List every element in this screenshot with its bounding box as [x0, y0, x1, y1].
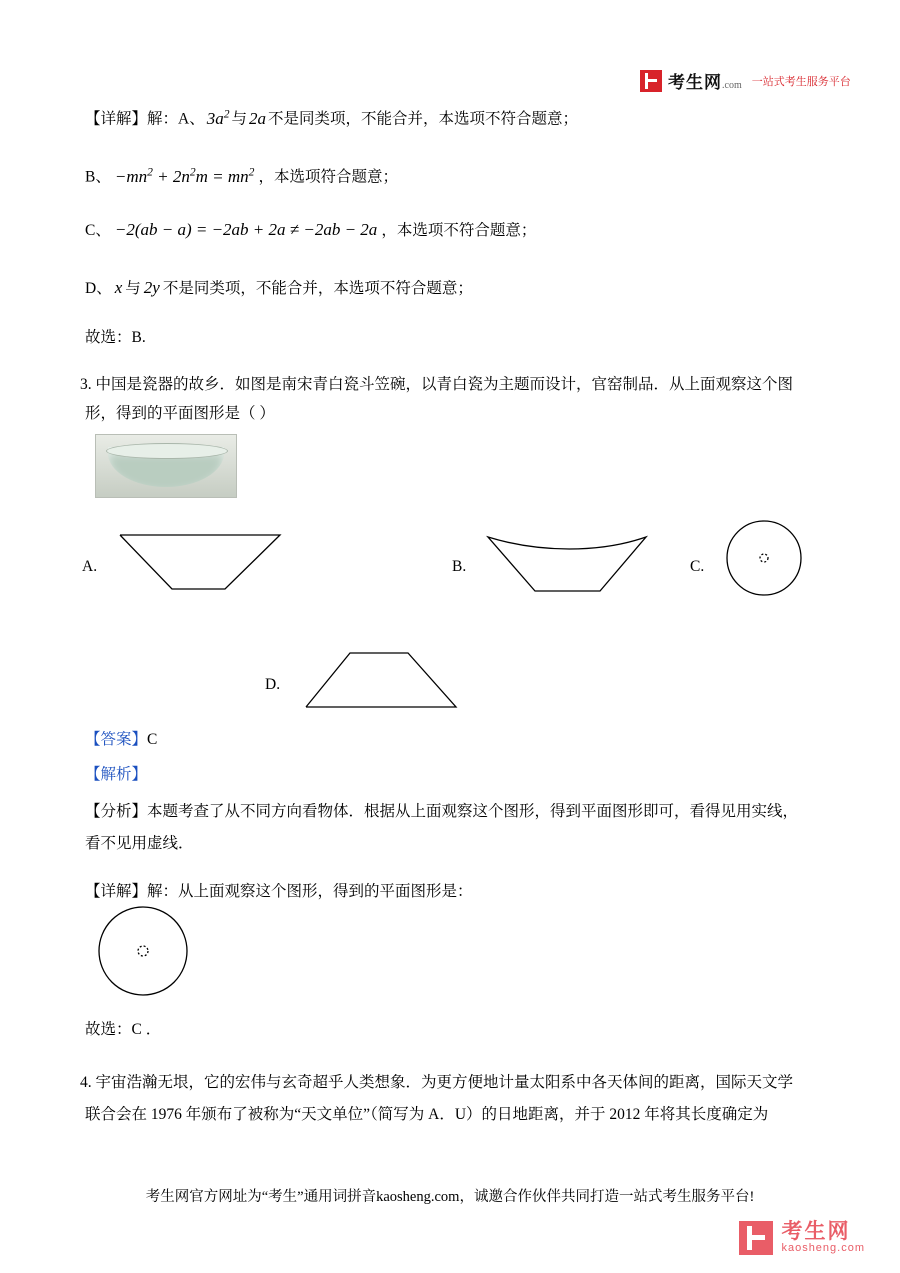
q3-analysis-line-1: [85, 802, 798, 822]
option-d-label: D.: [265, 676, 281, 693]
answer-circle-figure: [95, 908, 195, 1003]
answer-label: 【答案】: [85, 731, 148, 748]
bowl-photo: [95, 434, 237, 498]
q2-detail-line-a: 【详解】解：A、 $3a^2$ 与 2a 不是同类项，不能合并，本选项不符合题意；: [85, 107, 579, 128]
q2-d-tail: 不是同类项，不能合并，本选项不符合题意；: [162, 280, 473, 297]
q2-b-tail: ，本选项符合题意；: [258, 168, 398, 186]
q3-stem-text-1: 中国是瓷器的故乡．如图是南宋青白瓷斗笠碗，以青白瓷为主题而设计，官窑制品．从上面观察这个图: [95, 376, 794, 393]
analysis-text-1: 本题考查了从不同方向看物体．根据从上面观察这个图形，得到平面图形即可，看得见用实线，: [147, 803, 799, 820]
q2-c-tail: ，本选项不符合题意；: [381, 222, 537, 239]
footer-note: 考生网官方网址为“考生”通用词拼音kaosheng.com，诚邀合作伙伴共同打造一站式考生服务平台!: [145, 1189, 755, 1205]
option-c-label: C.: [690, 558, 705, 575]
q2-a-mid: 与: [231, 110, 247, 128]
q2-detail-line-c: C、 −2(ab − a) = −2ab + 2a ≠ −2ab − 2a ，本选项不符合题意；: [85, 220, 537, 239]
q4-text-1: 宇宙浩瀚无垠，它的宏伟与玄奇超乎人类想象．为更方便地计量太阳系中各天体间的距离，国际天文学: [95, 1074, 794, 1091]
q3-detail-line: [85, 882, 473, 902]
detail-prefix: 【详解】解：: [85, 883, 179, 900]
footer-watermark: [739, 1221, 865, 1255]
q4-line-2: 联合会在 1976 年颁布了被称为“天文单位”（简写为 A．U）的日地距离，并于 2012 年将其长度确定为: [85, 1106, 769, 1123]
q3-final-answer: 故选：C ．: [85, 1021, 162, 1038]
kaosheng-logo: [640, 68, 851, 93]
q2-c-label: C、: [85, 222, 111, 239]
option-c-figure: [718, 518, 810, 610]
q4-number: 4.: [80, 1074, 92, 1091]
q2-conclusion: 故选：B.: [85, 329, 146, 346]
q2-detail-line-d: D、 x 与 2y 不是同类项，不能合并，本选项不符合题意；: [85, 278, 473, 297]
watermark-en: kaosheng.com: [781, 1242, 865, 1255]
watermark-cn: 考生网: [781, 1220, 851, 1244]
q2-d-mid: 与: [125, 280, 141, 297]
q3-number: 3.: [80, 376, 92, 393]
q3-analysis-label: 【解析】: [85, 766, 148, 783]
q2-a-tail: 不是同类项，不能合并，本选项不符合题意；: [268, 110, 579, 128]
analysis-prefix: 【分析】: [85, 803, 148, 820]
q4-line-1: [80, 1073, 793, 1093]
q3-answer: [85, 730, 157, 750]
logo-text: 考生网: [668, 73, 722, 92]
q2-b-label: B、: [85, 168, 111, 186]
q2-d-label: D、: [85, 280, 112, 297]
logo-mark-icon: [640, 70, 662, 92]
option-b-figure: [480, 527, 655, 597]
option-b-label: B.: [452, 558, 467, 575]
footer-divider: [60, 1168, 840, 1169]
option-d-figure: [298, 645, 468, 720]
q2-detail-prefix: 【详解】解：A、: [85, 110, 205, 128]
q3-stem-line-2: 形，得到的平面图形是（ ）: [85, 405, 275, 422]
option-a-figure: [110, 527, 290, 597]
logo-domain: .com: [722, 80, 742, 91]
q3-stem-line-1: [80, 375, 793, 395]
watermark-mark-icon: [739, 1221, 773, 1255]
q2-detail-line-b: B、 $-mn^2 + 2n^2m = mn^2$ ，本选项符合题意；: [85, 165, 398, 186]
bowl-rim: [106, 443, 228, 459]
logo-tagline: 一站式考生服务平台: [751, 75, 851, 88]
option-a-label: A.: [82, 558, 98, 575]
q3-analysis-line-2: 看不见用虚线．: [85, 835, 194, 852]
detail-text: 从上面观察这个图形，得到的平面图形是：: [178, 883, 473, 900]
answer-value: C: [147, 731, 158, 748]
